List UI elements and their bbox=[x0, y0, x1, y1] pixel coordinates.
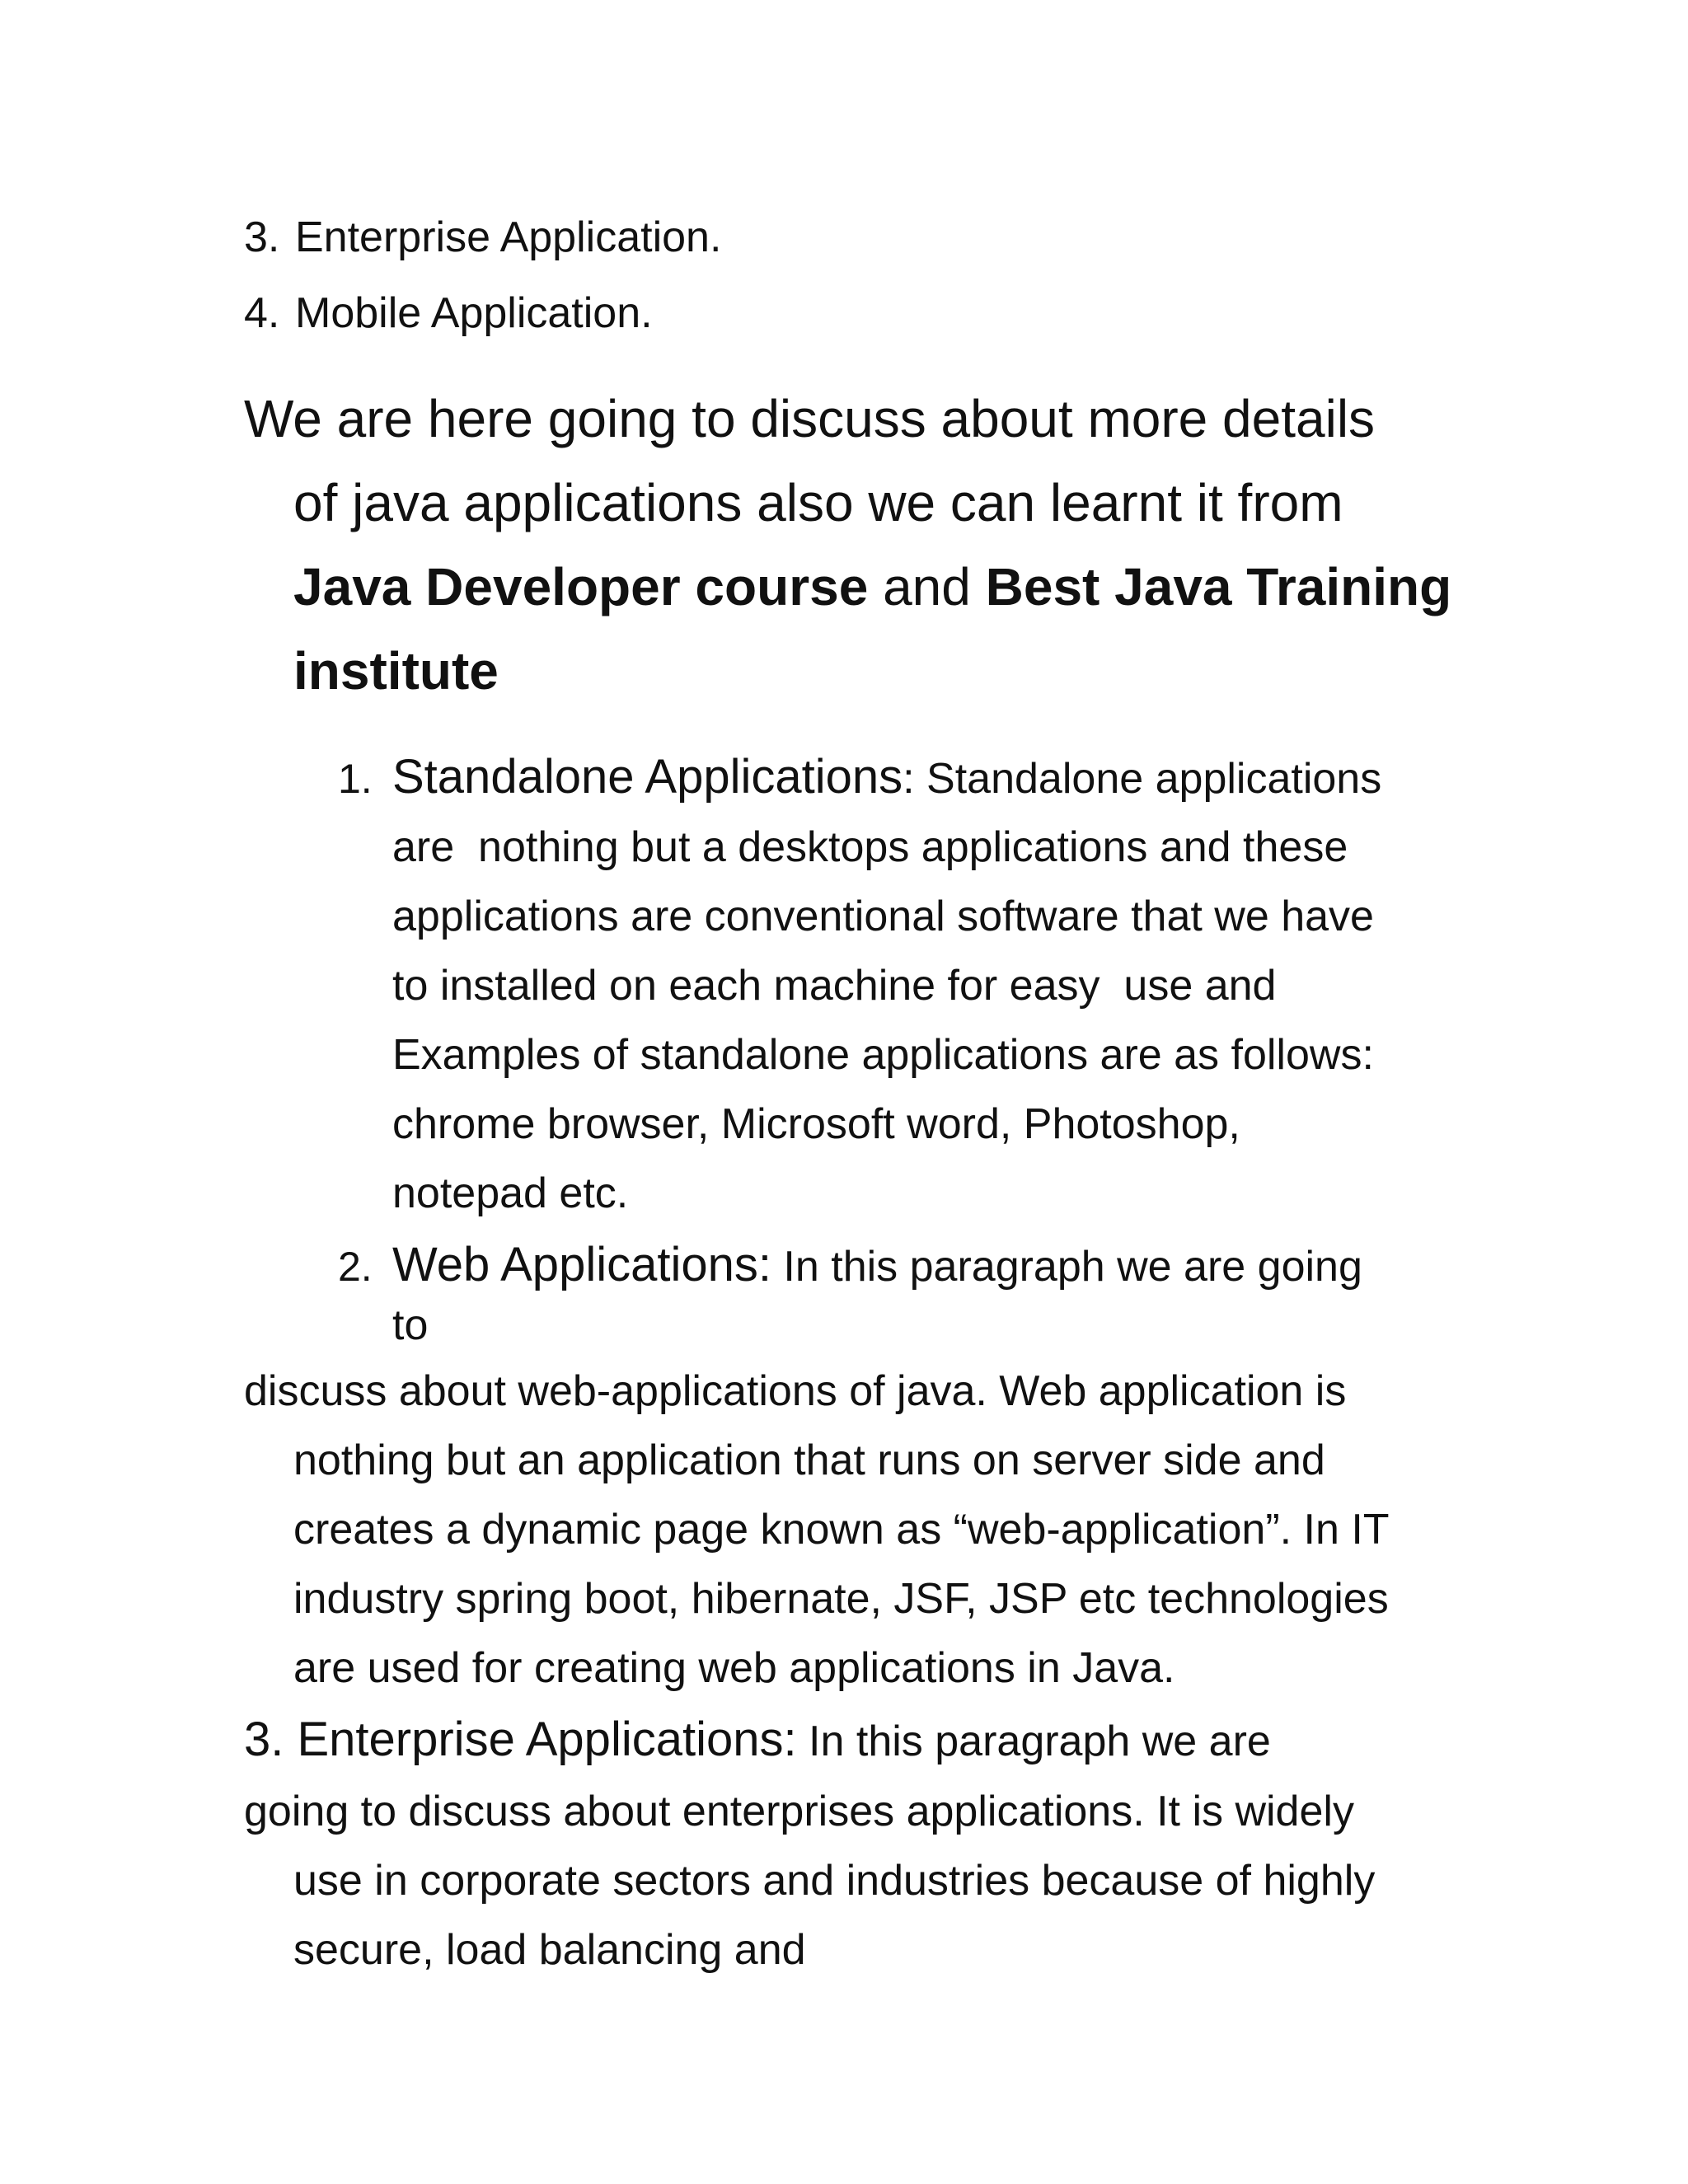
institute-text-cont: institute bbox=[293, 641, 499, 701]
list-item-enterprise bbox=[244, 213, 722, 261]
standalone-line: to installed on each machine for easy use and bbox=[392, 962, 1277, 1010]
enterprise-line: use in corporate sectors and industries because of highly bbox=[293, 1857, 1376, 1905]
standalone-heading bbox=[338, 750, 1382, 804]
list-text: Enterprise Application. bbox=[295, 213, 722, 261]
web-line: creates a dynamic page known as “web-application”. In IT bbox=[293, 1506, 1390, 1554]
item-lead: : Standalone applications bbox=[903, 755, 1382, 803]
list-number: 3. bbox=[244, 213, 280, 261]
web-wrap: to bbox=[392, 1301, 429, 1349]
list-item-mobile bbox=[244, 289, 653, 337]
web-line: nothing but an application that runs on server side and bbox=[293, 1436, 1325, 1484]
item-number: 2. bbox=[338, 1244, 373, 1290]
institute-text: Best Java Training bbox=[985, 557, 1452, 616]
item-title: Web Applications: bbox=[392, 1238, 771, 1291]
enterprise-line: secure, load balancing and bbox=[293, 1926, 806, 1974]
intro-line-4 bbox=[293, 641, 499, 701]
standalone-line: chrome browser, Microsoft word, Photoshop, bbox=[392, 1100, 1240, 1148]
item-lead: In this paragraph we are bbox=[796, 1718, 1271, 1765]
course-link-text: Java Developer course bbox=[293, 557, 869, 616]
item-title: Standalone Applications bbox=[392, 750, 903, 804]
web-line: industry spring boot, hibernate, JSF, JSP etc technologies bbox=[293, 1575, 1389, 1623]
standalone-line: Examples of standalone applications are as follows: bbox=[392, 1031, 1374, 1079]
list-number: 4. bbox=[244, 289, 280, 337]
enterprise-line: going to discuss about enterprises applications. It is widely bbox=[244, 1788, 1354, 1835]
web-line: discuss about web-applications of java. Web application is bbox=[244, 1367, 1347, 1415]
item-number: 1. bbox=[338, 756, 373, 802]
intro-line-2: of java applications also we can learnt it from bbox=[293, 473, 1343, 532]
standalone-line: applications are conventional software that we have bbox=[392, 893, 1374, 940]
item-title: 3. Enterprise Applications: bbox=[244, 1713, 797, 1766]
intro-line-1: We are here going to discuss about more details bbox=[244, 389, 1376, 448]
intro-line-3 bbox=[293, 557, 1452, 616]
web-heading bbox=[338, 1238, 1362, 1291]
enterprise-heading bbox=[244, 1713, 1271, 1766]
standalone-line: are nothing but a desktops applications and these bbox=[392, 823, 1348, 871]
intro-and: and bbox=[868, 557, 986, 616]
web-line: are used for creating web applications in Java. bbox=[293, 1644, 1175, 1692]
standalone-line: notepad etc. bbox=[392, 1169, 629, 1217]
list-text: Mobile Application. bbox=[295, 289, 653, 337]
item-lead: In this paragraph we are going bbox=[771, 1243, 1362, 1291]
